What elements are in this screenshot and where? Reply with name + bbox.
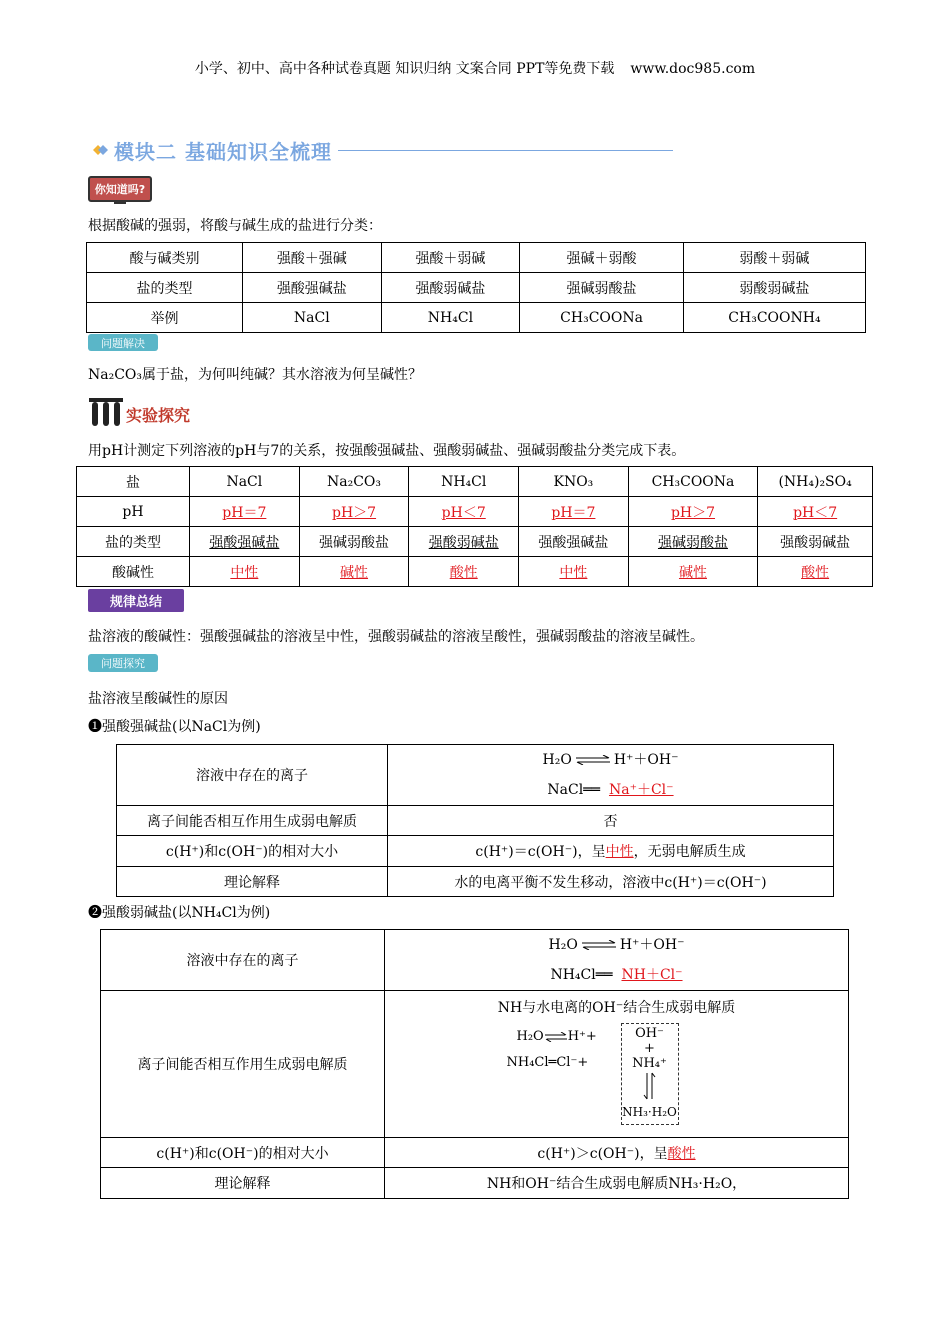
table2-cell [519, 527, 629, 557]
case2-eq2-right: NH＋Cl⁻ [621, 967, 683, 983]
case1-r3-post: ，无弱电解质生成 [633, 844, 746, 860]
table2-cell [299, 557, 409, 587]
table1-cell: NH₄Cl [381, 303, 520, 333]
question-text: Na₂CO₃属于盐，为何叫纯碱？其水溶液为何呈碱性？ [88, 367, 423, 383]
case1-eq1-right: H⁺＋OH⁻ [613, 752, 679, 768]
table2-cell-value: 酸性 [449, 564, 478, 581]
table2-cell [409, 557, 519, 587]
case2-table [100, 929, 849, 1199]
table2-cell-value: 强酸弱碱盐 [428, 534, 499, 551]
table1-row [87, 273, 866, 303]
case1-r3-red: 中性 [605, 844, 634, 860]
section-title: 模块二 基础知识全梳理 [114, 139, 332, 164]
case2-eq1-right: H⁺＋OH⁻ [619, 937, 685, 953]
table2-cell-value: 强酸强碱盐 [538, 534, 609, 551]
table2-cell [190, 497, 300, 527]
badge-experiment-label: 实验探究 [126, 406, 191, 425]
hydrolysis-diagram [506, 1023, 717, 1127]
table2-cell-value: 碱性 [340, 564, 369, 581]
table1-cell: 强酸＋弱碱 [381, 243, 520, 273]
badge-explore-label: 问题探究 [101, 657, 145, 670]
case2-r2-label: 离子间能否相互作用生成弱电解质 [101, 991, 385, 1138]
badge-experiment [88, 394, 208, 428]
case2-title: ❷强酸弱碱盐(以NH₄Cl为例) [88, 905, 271, 921]
table1-cell: 弱酸弱碱盐 [683, 273, 865, 303]
table2-cell [190, 557, 300, 587]
badge-know [88, 176, 152, 202]
title-rule [338, 150, 673, 151]
table1-cell: CH₃COONH₄ [683, 303, 865, 333]
table2-cell [299, 527, 409, 557]
badge-explore [88, 654, 158, 672]
double-diamond-icon [88, 142, 110, 158]
section-title-bar [88, 138, 673, 162]
table2-cell-value: 酸性 [801, 564, 830, 581]
case2-r3-pre: c(H⁺)＞c(OH⁻)，呈 [537, 1145, 668, 1162]
case2-eq2-left: NH₄Cl══ [550, 967, 613, 983]
table2-cell-value: pH＞7 [670, 504, 716, 521]
case2-r4-value: NH和OH⁻结合生成弱电解质NH₃·H₂O， [385, 1168, 849, 1199]
table2-row-header: 酸碱性 [77, 557, 190, 587]
table2-cell [519, 557, 629, 587]
case2-r3-red: 酸性 [667, 1145, 696, 1162]
table1-cell: 弱酸＋弱碱 [683, 243, 865, 273]
case2-r2-value [385, 991, 849, 1138]
experiment-text: 用pH计测定下列溶液的pH与7的关系，按强酸强碱盐、强酸弱碱盐、强碱弱酸盐分类完成下表。 [88, 443, 686, 459]
table2-row-header: 盐的类型 [77, 527, 190, 557]
table2-cell [758, 527, 873, 557]
table2-cell [628, 557, 757, 587]
table2-cell [758, 557, 873, 587]
table1-row-header: 酸与碱类别 [87, 243, 243, 273]
badge-problem-label: 问题解决 [101, 336, 145, 350]
table1-row [87, 303, 866, 333]
header-url: www.doc985.com [630, 61, 756, 77]
case1-r3-value [388, 836, 834, 867]
case1-eq2-right: Na⁺＋Cl⁻ [608, 782, 674, 798]
diagram-nh4: NH₄⁺ [632, 1056, 667, 1071]
table2-cell [299, 497, 409, 527]
case1-r2-value: 否 [388, 806, 834, 836]
diagram-h2o: H₂O [516, 1029, 544, 1044]
table2-cell [409, 527, 519, 557]
table1-row-header: 盐的类型 [87, 273, 243, 303]
diagram-oh: OH⁻ [635, 1026, 664, 1041]
case2-r1-value [385, 930, 849, 991]
table1-cell: 强酸强碱盐 [243, 273, 382, 303]
table2-cell-value: 中性 [230, 564, 259, 581]
diagram-dashed-box [621, 1023, 679, 1125]
header-text: 小学、初中、高中各种试卷真题 知识归纳 文案合同 PPT等免费下载 [194, 61, 615, 77]
case1-table [116, 744, 834, 897]
badge-problem [88, 334, 158, 351]
equilibrium-arrow-icon [582, 940, 616, 950]
table1-row [87, 243, 866, 273]
case1-r4-value: 水的电离平衡不发生移动，溶液中c(H⁺)＝c(OH⁻) [388, 867, 834, 897]
table2-cell-value: 强碱弱酸盐 [319, 534, 390, 551]
table2-cell-value: 强酸弱碱盐 [780, 534, 851, 551]
case1-r1-value [388, 745, 834, 806]
table1-cell: 强碱＋弱酸 [520, 243, 684, 273]
table2-cell-value: pH＜7 [441, 504, 486, 521]
table2-salt: (NH₄)₂SO₄ [758, 467, 873, 497]
diagram-plus: + [644, 1041, 655, 1056]
intro-text: 根据酸碱的强弱，将酸与碱生成的盐进行分类： [88, 218, 382, 234]
diagram-nh4cl: NH₄Cl═Cl⁻+ [506, 1055, 589, 1070]
table2-salt: NH₄Cl [409, 467, 519, 497]
table1-row-header: 举例 [87, 303, 243, 333]
table2-row [77, 557, 873, 587]
table2-cell-value: pH＜7 [793, 504, 838, 521]
table1-cell: CH₃COONa [520, 303, 684, 333]
table2-salt: NaCl [190, 467, 300, 497]
table2-row [77, 467, 873, 497]
table2-cell-value: 中性 [559, 564, 588, 581]
test-tubes-icon [88, 396, 124, 428]
table2-cell-value: pH＞7 [331, 504, 377, 521]
badge-know-label: 你知道吗? [94, 183, 146, 196]
table1-cell: NaCl [243, 303, 382, 333]
table2-cell-value: 碱性 [678, 564, 707, 581]
equilibrium-arrow-icon [545, 1032, 567, 1042]
badge-know-stand [114, 201, 126, 204]
case1-eq2-left: NaCl══ [547, 782, 601, 798]
case2-r2-text: NH与水电离的OH⁻结合生成弱电解质 [497, 1000, 736, 1016]
table2-cell-value: 强酸强碱盐 [209, 534, 280, 551]
table2-cell [758, 497, 873, 527]
case2-r3-label: c(H⁺)和c(OH⁻)的相对大小 [101, 1138, 385, 1168]
table1-cell: 强酸＋强碱 [243, 243, 382, 273]
table2-salt: KNO₃ [519, 467, 629, 497]
reversible-down-arrow-icon [643, 1071, 657, 1101]
table2-cell [190, 527, 300, 557]
table2-salt: Na₂CO₃ [299, 467, 409, 497]
rule-text: 盐溶液的酸碱性：强酸强碱盐的溶液呈中性，强酸弱碱盐的溶液呈酸性，强碱弱酸盐的溶液呈碱性。 [88, 629, 704, 645]
case1-r2-label: 离子间能否相互作用生成弱电解质 [117, 806, 388, 836]
ph-table [76, 466, 873, 587]
case2-r1-label: 溶液中存在的离子 [101, 930, 385, 991]
table2-cell-value: 强碱弱酸盐 [657, 534, 728, 551]
table2-row-header: pH [77, 497, 190, 527]
case2-eq1-left: H₂O [548, 937, 578, 953]
table2-row [77, 527, 873, 557]
reason-title: 盐溶液呈酸碱性的原因 [88, 691, 228, 707]
badge-rule [88, 589, 184, 612]
case1-r4-label: 理论解释 [117, 867, 388, 897]
diagram-h-plus: H⁺+ [567, 1029, 597, 1044]
page-header [0, 58, 950, 78]
badge-rule-label: 规律总结 [109, 595, 162, 610]
table2-row-header: 盐 [77, 467, 190, 497]
case1-r3-label: c(H⁺)和c(OH⁻)的相对大小 [117, 836, 388, 867]
table2-cell [628, 527, 757, 557]
case2-r3-value [385, 1138, 849, 1168]
case1-title: ❶强酸强碱盐(以NaCl为例) [88, 719, 261, 735]
diagram-nh3h2o: NH₃·H₂O [622, 1105, 677, 1119]
table2-cell-value: pH＝7 [551, 504, 596, 521]
table2-cell [409, 497, 519, 527]
case1-eq1-left: H₂O [542, 752, 572, 768]
table2-cell [519, 497, 629, 527]
table2-cell [628, 497, 757, 527]
equilibrium-arrow-icon [576, 755, 610, 765]
table2-salt: CH₃COONa [628, 467, 757, 497]
case1-r3-pre: c(H⁺)＝c(OH⁻)，呈 [475, 844, 606, 860]
case2-r4-label: 理论解释 [101, 1168, 385, 1199]
table2-cell-value: pH＝7 [222, 504, 267, 521]
table1-cell: 强碱弱酸盐 [520, 273, 684, 303]
table1-cell: 强酸弱碱盐 [381, 273, 520, 303]
case1-r1-label: 溶液中存在的离子 [117, 745, 388, 806]
table2-row [77, 497, 873, 527]
salt-classification-table [86, 242, 866, 333]
